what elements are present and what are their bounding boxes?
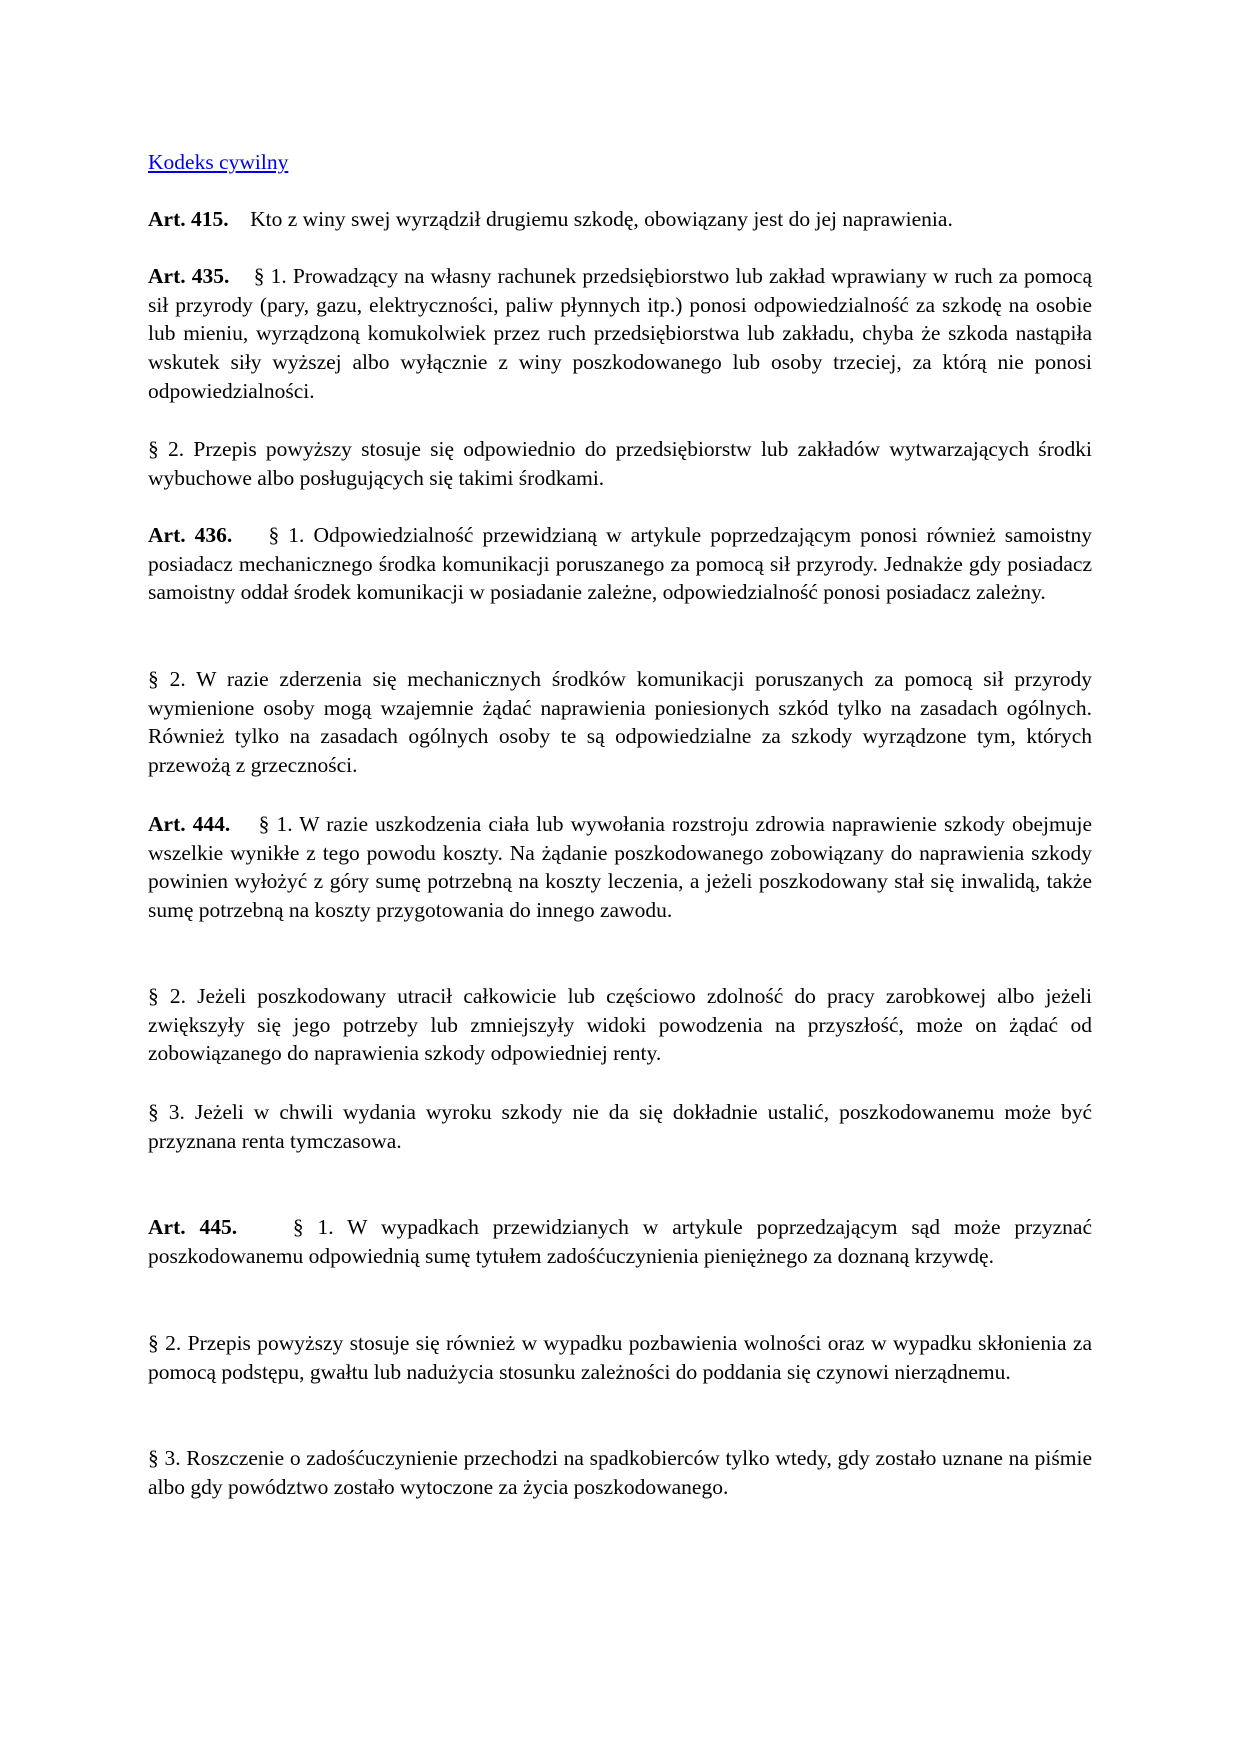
paragraph-text: § 1. W wypadkach przewidzianych w artykule poprzedzającym sąd może przyznać poszkodowanemu odpowiednią sumę tytułem zadośćuczynienia pieniężnego za doznaną krzywdę. (148, 1215, 1093, 1268)
paragraph (148, 1444, 1092, 1501)
paragraph-text: § 1. Prowadzący na własny rachunek przedsiębiorstwo lub zakład wprawiany w ruch za pomocą sił przyrody (pary, gazu, elektryczności, paliw płynnych itp.) ponosi odpowiedzialność za szkodę na osobie lub mieniu, wyrządzoną komukolwiek przez ruch przedsiębiorstwa lub zakładu, chyba że szkoda nastąpiła wskutek siły wyższej albo wyłącznie z winy poszkodowanego lub osoby trzeciej, za którą nie ponosi odpowiedzialności. (148, 264, 1093, 403)
paragraph-text: § 2. Jeżeli poszkodowany utracił całkowicie lub częściowo zdolność do pracy zarobkowej albo jeżeli zwiększyły się jego potrzeby lub zmniejszyły widoki powodzenia na przyszłość, może on żądać od zobowiązanego do naprawienia szkody odpowiedniej renty. (148, 984, 1092, 1066)
paragraph (148, 982, 1092, 1068)
paragraph-text: § 1. Odpowiedzialność przewidzianą w artykule poprzedzającym ponosi również samoistny posiadacz mechanicznego środka komunikacji poruszanego za pomocą sił przyrody. Jednakże gdy posiadacz samoistny oddał środek komunikacji w posiadanie zależne, odpowiedzialność ponosi posiadacz zależny. (148, 523, 1092, 605)
paragraph-text: § 3. Roszczenie o zadośćuczynienie przechodzi na spadkobierców tylko wtedy, gdy zostało uznane na piśmie albo gdy powództwo zostało wytoczone za życia poszkodowanego. (148, 1446, 1092, 1499)
paragraph (148, 1213, 1092, 1270)
article-number: Art. 445. (148, 1215, 238, 1239)
article-number: Art. 436. (148, 523, 233, 547)
article-number: Art. 435. (148, 264, 230, 288)
paragraph-text: § 3. Jeżeli w chwili wydania wyroku szkody nie da się dokładnie ustalić, poszkodowanemu może być przyznana renta tymczasowa. (148, 1100, 1092, 1153)
paragraph-text: § 2. W razie zderzenia się mechanicznych środków komunikacji poruszanych za pomocą sił przyrody wymienione osoby mogą wzajemnie żądać naprawienia poniesionych szkód tylko na zasadach ogólnych. Również tylko na zasadach ogólnych osoby te są odpowiedzialne za szkody wyrządzone tym, których przewożą z grzeczności. (148, 667, 1092, 778)
paragraph (148, 1098, 1092, 1155)
paragraph (148, 1329, 1092, 1386)
article-number: Art. 444. (148, 812, 231, 836)
paragraph (148, 435, 1092, 492)
paragraph (148, 262, 1092, 406)
paragraph (148, 521, 1092, 607)
paragraph-text: § 2. Przepis powyższy stosuje się również w wypadku pozbawienia wolności oraz w wypadku skłonienia za pomocą podstępu, gwałtu lub nadużycia stosunku zależności do poddania się czynowi nierządnemu. (148, 1331, 1092, 1384)
paragraph-text: § 1. W razie uszkodzenia ciała lub wywołania rozstroju zdrowia naprawienie szkody obejmuje wszelkie wynikłe z tego powodu koszty. Na żądanie poszkodowanego zobowiązany do naprawienia szkody powinien wyłożyć z góry sumę potrzebną na koszty leczenia, a jeżeli poszkodowany stał się inwalidą, także sumę potrzebną na koszty przygotowania do innego zawodu. (148, 812, 1092, 923)
article-number: Art. 415. (148, 207, 229, 231)
paragraph (148, 665, 1092, 780)
paragraph (148, 205, 1092, 234)
paragraph-text: Kto z winy swej wyrządził drugiemu szkodę, obowiązany jest do jej naprawienia. (250, 207, 953, 231)
paragraph (148, 810, 1092, 925)
paragraph-text: § 2. Przepis powyższy stosuje się odpowiednio do przedsiębiorstw lub zakładów wytwarzających środki wybuchowe albo posługujących się takimi środkami. (148, 437, 1092, 490)
document-title-link[interactable]: Kodeks cywilny (148, 150, 289, 174)
